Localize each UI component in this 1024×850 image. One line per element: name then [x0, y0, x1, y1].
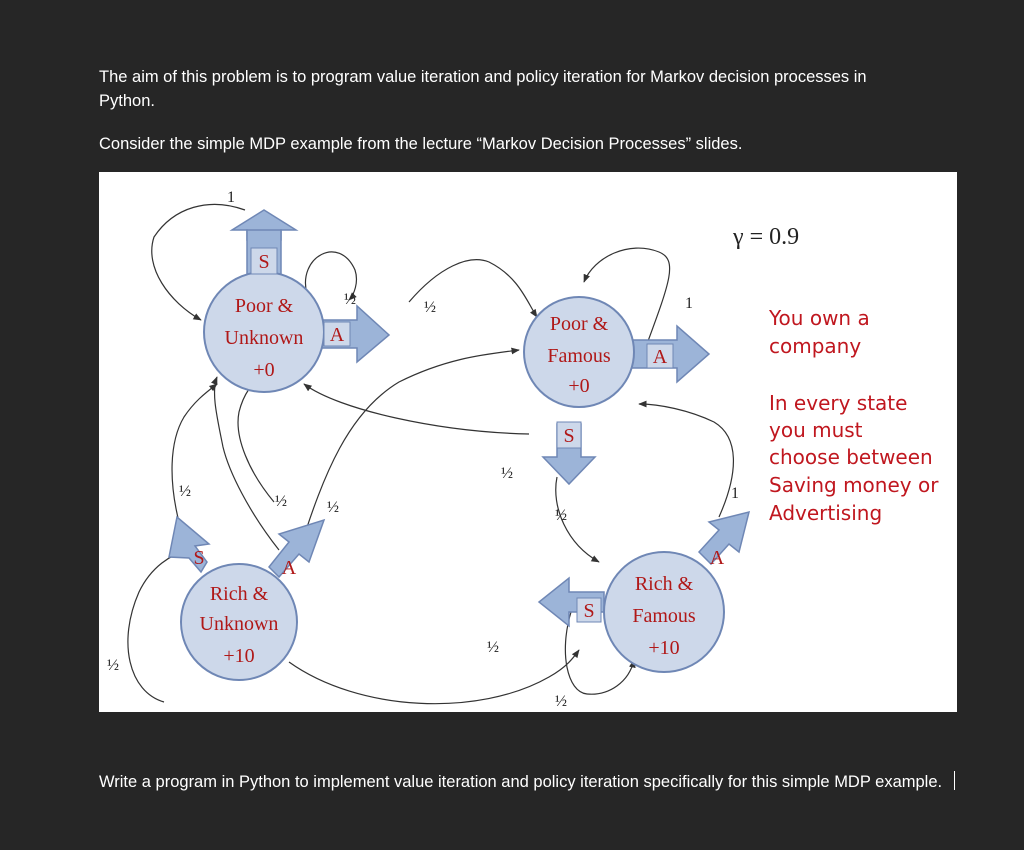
note-company-line2: company — [769, 334, 862, 358]
ru-label-line1: Rich & — [209, 583, 269, 605]
pu-advertise-letter: A — [329, 324, 345, 346]
ru-advertise-letter: A — [281, 557, 297, 579]
note-choose-line5: Advertising — [769, 501, 883, 525]
edge-ru-to-rf — [289, 650, 579, 704]
ru-label-line2: Unknown — [199, 613, 279, 635]
prob-rf-save-loop: ½ — [555, 693, 567, 710]
prob-ru-save-loop: ½ — [107, 657, 119, 674]
mdp-diagram — [99, 172, 957, 712]
note-choose-line1: In every state — [769, 391, 908, 415]
prob-ru-to-rf: ½ — [487, 639, 499, 656]
prob-pf-to-pu: ½ — [501, 465, 513, 482]
gamma-label: γ = 0.9 — [733, 224, 800, 250]
edge-pf-to-pu — [304, 384, 529, 434]
note-choose-line4: Saving money or — [769, 473, 939, 497]
edge-rf-advertise-to-pf — [639, 404, 733, 517]
edge-pu-advertise-to-ru — [215, 377, 279, 550]
prob-ru-advertise-to-pf: ½ — [327, 499, 339, 516]
note-choose-line2: you must — [769, 418, 863, 442]
pu-save-letter: S — [258, 251, 270, 273]
prob-pu-advertise-loop: ½ — [344, 291, 356, 308]
rf-advertise-letter: A — [709, 547, 725, 569]
prob-pu-save-loop: 1 — [227, 189, 235, 206]
intro-paragraph: The aim of this problem is to program value iteration and policy iteration for Markov decision processes in Python. — [99, 68, 867, 110]
edge-ru-save-loop — [128, 550, 189, 702]
ru-save-letter: S — [193, 547, 205, 569]
rf-reward: +10 — [648, 637, 680, 659]
pu-reward: +0 — [253, 359, 275, 381]
prob-pf-advertise-loop: 1 — [685, 295, 693, 312]
pf-save-letter: S — [563, 425, 575, 447]
consider-paragraph: Consider the simple MDP example from the lecture “Markov Decision Processes” slides. — [99, 135, 743, 153]
prob-pu-advertise-to-ru: ½ — [179, 483, 191, 500]
note-company-line1: You own a — [769, 306, 870, 330]
rf-label-line2: Famous — [632, 605, 696, 627]
pu-label-line1: Poor & — [234, 295, 294, 317]
prob-rf-advertise-to-pf: 1 — [731, 485, 739, 502]
pf-label-line2: Famous — [547, 345, 611, 367]
ru-reward: +10 — [223, 645, 255, 667]
prob-pf-save-to-rf: ½ — [555, 507, 567, 524]
text-cursor — [954, 771, 955, 790]
rf-save-letter: S — [583, 600, 595, 622]
pu-label-line2: Unknown — [224, 327, 304, 349]
final-paragraph-text: Write a program in Python to implement value iteration and policy iteration specifically for this simple MDP example. — [99, 773, 943, 791]
pf-label-line1: Poor & — [549, 313, 609, 335]
edge-ru-advertise-to-pu — [238, 378, 274, 502]
prob-ru-advertise-to-pu: ½ — [275, 493, 287, 510]
edge-ru-save-to-pu — [172, 384, 217, 522]
prob-pu-to-pf: ½ — [424, 299, 436, 316]
note-choose-line3: choose between — [769, 445, 933, 469]
rf-label-line1: Rich & — [634, 573, 694, 595]
pf-advertise-letter: A — [652, 346, 668, 368]
pf-reward: +0 — [568, 375, 590, 397]
edge-ru-advertise-to-pf — [299, 350, 519, 552]
final-paragraph[interactable] — [99, 770, 959, 794]
